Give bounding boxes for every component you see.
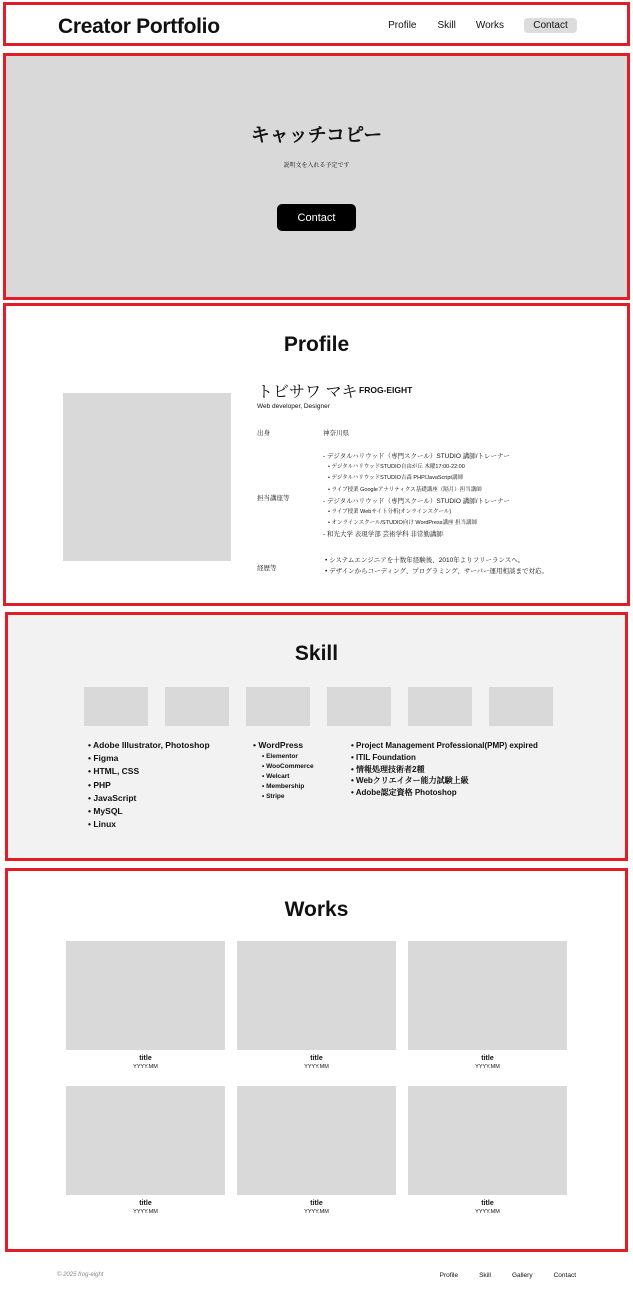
career-label: 経歴等: [257, 565, 277, 572]
skill-item: • JavaScript: [88, 792, 210, 805]
skill-icon-placeholder: [489, 687, 553, 726]
work-card[interactable]: [408, 1086, 567, 1215]
course-item: • ライブ授業 Webサイト分析(オンラインスクール): [328, 509, 452, 516]
course-item: • デジタルハリウッドSTUDIO吉森 PHP/JavaScript講師: [328, 475, 463, 482]
skill-item: • Figma: [88, 752, 210, 765]
courses-list: [323, 451, 510, 541]
career-item: • デザインからコーディング、プログラミング、サーバー運用相談まで対応。: [325, 568, 549, 575]
certification-item: • Project Management Professional(PMP) expired: [351, 740, 538, 752]
course-item: • オンラインスクール/STUDIO向け WordPress講座 担当講師: [328, 520, 477, 527]
work-date: YYYY.MM: [475, 1064, 500, 1070]
skill-subitem: • WooCommerce: [262, 763, 314, 771]
hero-catchcopy: キャッチコピー: [250, 125, 383, 146]
course-item: • デジタルハリウッドSTUDIO自由が丘 木曜17:00-22:00: [328, 464, 465, 471]
skill-item: • Linux: [88, 818, 210, 831]
nav-profile-link[interactable]: Profile: [388, 20, 417, 31]
skill-icon-placeholder: [165, 687, 229, 726]
skill-subitem: • Welcart: [262, 773, 290, 781]
main-nav: [388, 18, 577, 33]
work-title: title: [139, 1055, 152, 1062]
work-card[interactable]: [66, 941, 225, 1070]
footer-contact-link[interactable]: Contact: [553, 1272, 576, 1279]
profile-name: トビサワ マキ: [257, 384, 358, 401]
work-date: YYYY.MM: [133, 1064, 158, 1070]
skill-item: • PHP: [88, 779, 210, 792]
work-card[interactable]: [66, 1086, 225, 1215]
skill-icon-placeholder: [408, 687, 472, 726]
skill-subitem: • Membership: [262, 783, 305, 791]
work-thumbnail[interactable]: [408, 941, 567, 1050]
work-date: YYYY.MM: [475, 1209, 500, 1215]
work-date: YYYY.MM: [304, 1209, 329, 1215]
certification-item: • Webクリエイター能力試験上級: [351, 775, 538, 787]
skill-icon-placeholder: [246, 687, 310, 726]
skill-item: • MySQL: [88, 805, 210, 818]
skill-section: [5, 612, 628, 861]
work-title: title: [310, 1055, 323, 1062]
course-item: - 和光大学 表現学部 芸術学科 非常勤講師: [323, 531, 443, 539]
courses-label: 担当講座等: [257, 495, 290, 502]
skill-subitem: • Stripe: [262, 793, 285, 801]
site-logo[interactable]: Creator Portfolio: [58, 15, 220, 38]
profile-company: FROG-EIGHT: [359, 385, 413, 395]
hero-description: 説明文を入れる予定です: [283, 163, 350, 169]
work-title: title: [310, 1200, 323, 1207]
course-item: • ライブ授業 Googleアナリティクス基礎講座（隔月）担当講師: [328, 486, 482, 493]
works-section: [5, 868, 628, 1252]
hero-contact-button[interactable]: Contact: [277, 204, 356, 231]
skill-list-wordpress: [253, 739, 314, 802]
works-heading: Works: [284, 898, 349, 921]
work-title: title: [139, 1200, 152, 1207]
certification-item: • ITIL Foundation: [351, 752, 538, 764]
site-header: [3, 2, 630, 46]
birthplace-label: 出身: [257, 430, 270, 437]
work-thumbnail[interactable]: [408, 1086, 567, 1195]
certification-item: • Adobe認定資格 Photoshop: [351, 787, 538, 799]
nav-skill-link[interactable]: Skill: [437, 20, 456, 31]
hero-section: [3, 53, 630, 300]
work-thumbnail[interactable]: [66, 941, 225, 1050]
work-card[interactable]: [408, 941, 567, 1070]
skill-subitem: • Elementor: [262, 753, 298, 761]
nav-contact-button[interactable]: Contact: [524, 18, 577, 33]
copyright-text: © 2025 frog-eight: [57, 1272, 104, 1278]
career-list: [325, 555, 548, 577]
skill-item: • WordPress: [253, 739, 314, 752]
birthplace-value: 神奈川県: [323, 430, 349, 437]
skill-heading: Skill: [294, 642, 339, 665]
profile-heading: Profile: [283, 333, 350, 356]
footer-skill-link[interactable]: Skill: [479, 1272, 491, 1279]
work-date: YYYY.MM: [304, 1064, 329, 1070]
work-date: YYYY.MM: [133, 1209, 158, 1215]
footer-gallery-link[interactable]: Gallery: [512, 1272, 533, 1279]
career-item: • システムエンジニアを十数年経験後、2010年よりフリーランスへ。: [325, 557, 525, 564]
skill-icon-placeholder: [327, 687, 391, 726]
certification-item: • 情報処理技術者2種: [351, 764, 538, 776]
footer-profile-link[interactable]: Profile: [439, 1272, 459, 1279]
course-item: - デジタルハリウッド（専門スクール）STUDIO 講師/トレーナー: [323, 497, 511, 505]
skill-item: • Adobe Illustrator, Photoshop: [88, 739, 210, 752]
profile-photo-placeholder: [63, 393, 231, 561]
nav-works-link[interactable]: Works: [475, 20, 504, 31]
work-thumbnail[interactable]: [237, 1086, 396, 1195]
work-thumbnail[interactable]: [237, 941, 396, 1050]
work-title: title: [481, 1055, 494, 1062]
skill-list-certifications: [351, 740, 538, 799]
skill-list-tools: [88, 739, 210, 831]
profile-role: Web developer, Designer: [257, 403, 330, 410]
course-item: - デジタルハリウッド（専門スクール）STUDIO 講師/トレーナー: [323, 453, 511, 460]
work-title: title: [481, 1200, 494, 1207]
work-card[interactable]: [237, 941, 396, 1070]
footer-nav: [440, 1272, 576, 1279]
work-thumbnail[interactable]: [66, 1086, 225, 1195]
work-card[interactable]: [237, 1086, 396, 1215]
skill-item: • HTML, CSS: [88, 765, 210, 778]
skill-icon-placeholder: [84, 687, 148, 726]
profile-section: [3, 303, 630, 606]
